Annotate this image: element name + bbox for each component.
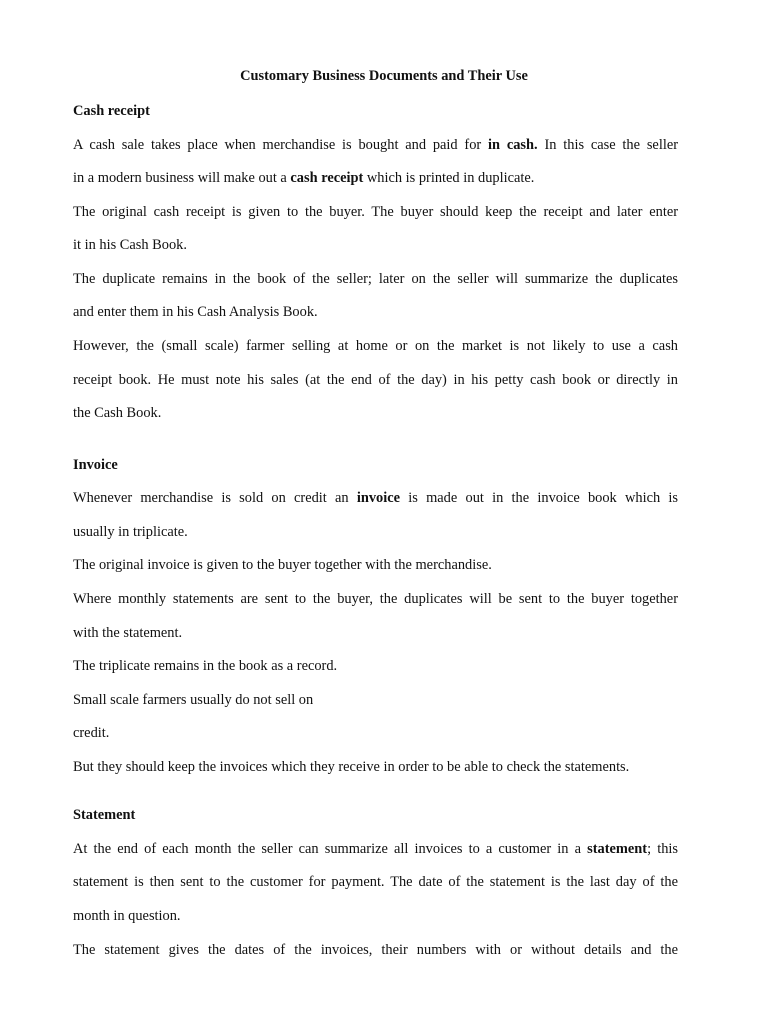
section-heading-cash-receipt: Cash receipt	[73, 103, 150, 119]
paragraph-line: Small scale farmers usually do not sell on	[73, 692, 314, 708]
paragraph-line: month in question.	[73, 908, 181, 924]
paragraph-line: with the statement.	[73, 625, 183, 641]
paragraph-line: The statement gives the dates of the invoices, their numbers with or without details and the	[73, 942, 678, 958]
paragraph-line: At the end of each month the seller can summarize all invoices to a customer in a statement; this	[73, 841, 678, 857]
paragraph-line: But they should keep the invoices which they receive in order to be able to check the statements.	[73, 759, 630, 775]
section-heading-invoice: Invoice	[73, 457, 118, 473]
paragraph-line: usually in triplicate.	[73, 524, 188, 540]
paragraph-line: in a modern business will make out a cash receipt which is printed in duplicate.	[73, 170, 535, 186]
paragraph-line: the Cash Book.	[73, 405, 162, 421]
paragraph-line: The triplicate remains in the book as a record.	[73, 658, 338, 674]
paragraph-line: The original invoice is given to the buyer together with the merchandise.	[73, 557, 492, 573]
paragraph-line: Whenever merchandise is sold on credit an invoice is made out in the invoice book which is	[73, 490, 678, 506]
section-heading-statement: Statement	[73, 807, 136, 823]
paragraph-line: credit.	[73, 725, 110, 741]
document-title: Customary Business Documents and Their Use	[240, 68, 528, 84]
paragraph-line: receipt book. He must note his sales (at the end of the day) in his petty cash book or directly in	[73, 372, 678, 388]
paragraph-line: The original cash receipt is given to the buyer. The buyer should keep the receipt and later enter	[73, 204, 678, 220]
paragraph-line: and enter them in his Cash Analysis Book.	[73, 304, 318, 320]
paragraph-line: statement is then sent to the customer for payment. The date of the statement is the last day of the	[73, 874, 678, 890]
paragraph-line: A cash sale takes place when merchandise is bought and paid for in cash. In this case the seller	[73, 137, 678, 153]
paragraph-line: it in his Cash Book.	[73, 237, 187, 253]
paragraph-line: The duplicate remains in the book of the seller; later on the seller will summarize the duplicates	[73, 271, 678, 287]
paragraph-line: However, the (small scale) farmer selling at home or on the market is not likely to use a cash	[73, 338, 678, 354]
paragraph-line: Where monthly statements are sent to the buyer, the duplicates will be sent to the buyer together	[73, 591, 678, 607]
